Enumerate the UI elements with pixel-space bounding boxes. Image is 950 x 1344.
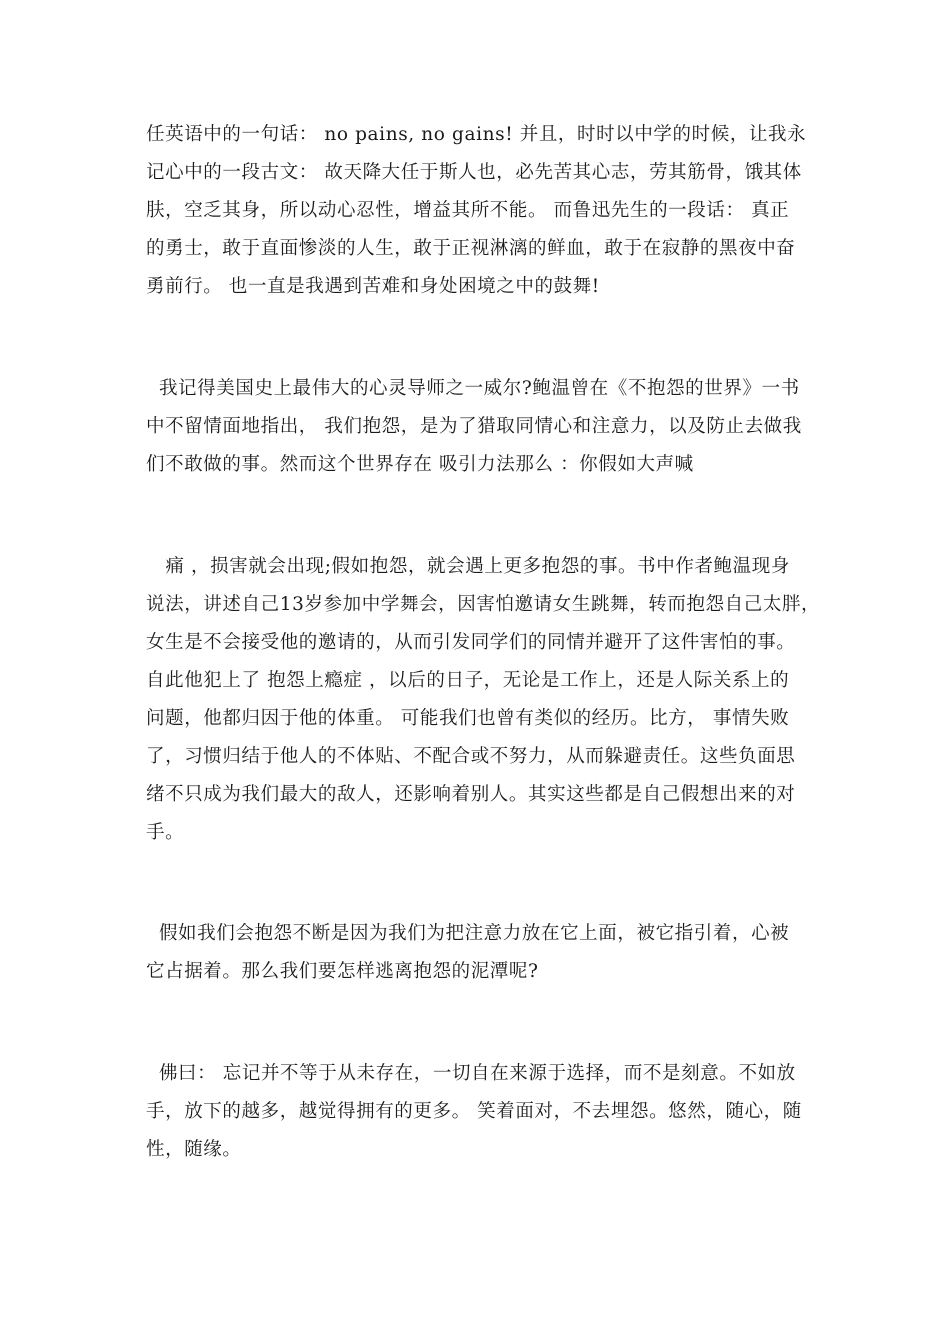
text-line: 记心中的一段古文： 故天降大任于斯人也，必先苦其心志，劳其筋骨，饿其体 [146, 162, 802, 183]
text-line: 佛曰： 忘记并不等于从未存在，一切自在来源于选择，而不是刻意。不如放 [146, 1063, 796, 1084]
text-line: 中不留情面地指出， 我们抱怨，是为了猎取同情心和注意力，以及防止去做我 [146, 416, 802, 437]
text-line: 我记得美国史上最伟大的心灵导师之一威尔?鲍温曾在《不抱怨的世界》一书 [146, 378, 800, 399]
text-line: 们不敢做的事。然而这个世界存在 吸引力法那么 ：你假如大声喊 [146, 454, 694, 475]
text-line: 勇前行。 也一直是我遇到苦难和身处困境之中的鼓舞! [146, 276, 600, 297]
text-line: 痛 ，损害就会出现;假如抱怨，就会遇上更多抱怨的事。书中作者鲍温现身 [146, 556, 790, 577]
text-line: 手，放下的越多，越觉得拥有的更多。 笑着面对，不去埋怨。悠然，随心，随 [146, 1101, 802, 1122]
text-line: 手。 [146, 822, 185, 843]
text-line: 绪不只成为我们最大的敌人，还影响着别人。其实这些都是自己假想出来的对 [146, 784, 796, 805]
text-line: 肤，空乏其身，所以动心忍性，增益其所不能。 而鲁迅先生的一段话： 真正 [146, 200, 790, 221]
text-line: 自此他犯上了 抱怨上瘾症 ，以后的日子，无论是工作上，还是人际关系上的 [146, 670, 790, 691]
text-line: 它占据着。那么我们要怎样逃离抱怨的泥潭呢? [146, 961, 539, 982]
text-line: 的勇士，敢于直面惨淡的人生，敢于正视淋漓的鲜血，敢于在寂静的黑夜中奋 [146, 238, 796, 259]
text-line: 问题，他都归因于他的体重。 可能我们也曾有类似的经历。比方， 事情失败 [146, 708, 790, 729]
text-line: 了，习惯归结于他人的不体贴、不配合或不努力，从而躲避责任。这些负面思 [146, 746, 796, 767]
text-line: 性，随缘。 [146, 1139, 242, 1160]
text-line: 任英语中的一句话： no pains, no gains! 并且，时时以中学的时候，让我永 [146, 124, 807, 145]
text-line: 假如我们会抱怨不断是因为我们为把注意力放在它上面，被它指引着，心被 [146, 923, 790, 944]
text-line: 女生是不会接受他的邀请的，从而引发同学们的同情并避开了这件害怕的事。 [146, 632, 796, 653]
text-line: 说法，讲述自己13岁参加中学舞会，因害怕邀请女生跳舞，转而抱怨自己太胖， [146, 594, 821, 615]
